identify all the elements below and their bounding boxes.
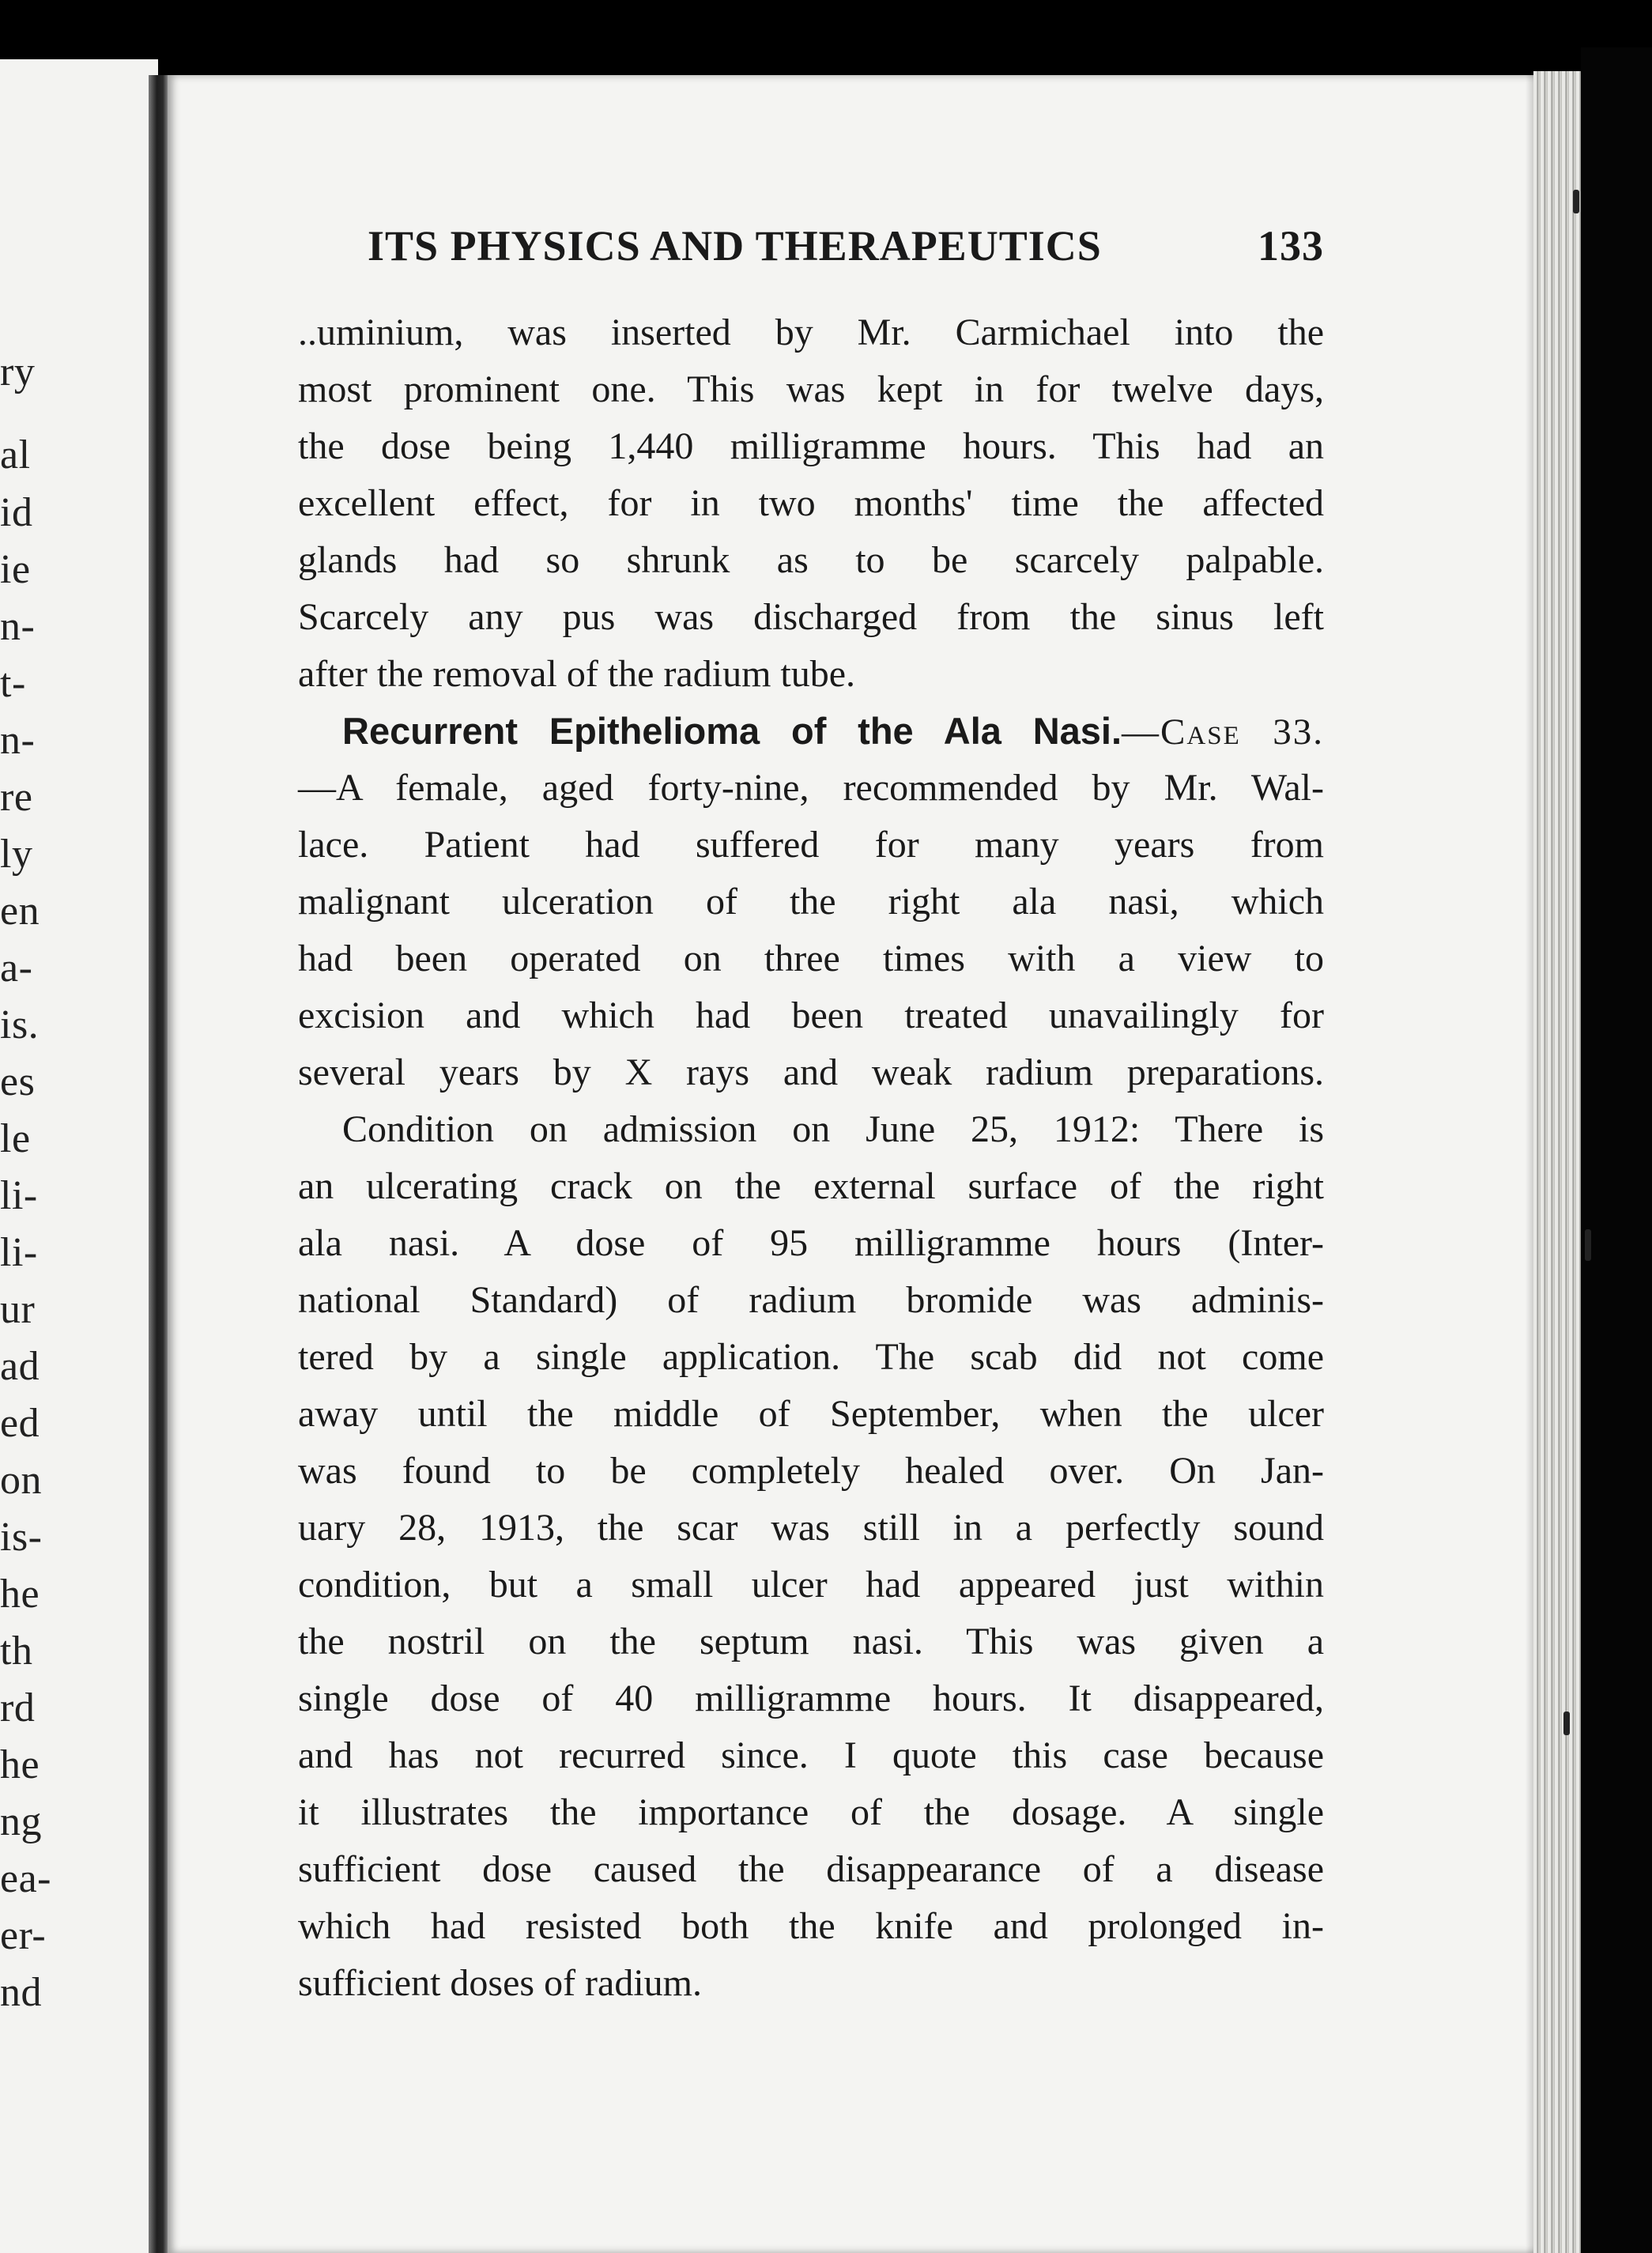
- text-line: —A female, aged forty-nine, recommended by Mr. Wal-: [298, 767, 1324, 809]
- text-line: ala nasi. A dose of 95 milligramme hours (Inter-: [298, 1222, 1324, 1264]
- left-fragment: nd: [0, 1970, 42, 2015]
- left-fragment: ng: [0, 1799, 42, 1844]
- text-line: ..uminium, was inserted by Mr. Carmichael into the: [298, 311, 1324, 353]
- text-line: which had resisted both the knife and prolonged in-: [298, 1905, 1324, 1947]
- left-fragment: es: [0, 1059, 36, 1104]
- text-line: the nostril on the septum nasi. This was given a: [298, 1621, 1324, 1662]
- left-fragment: le: [0, 1116, 31, 1161]
- left-fragment: ly: [0, 832, 33, 877]
- page-number: 133: [1258, 222, 1324, 270]
- left-fragment: n-: [0, 604, 36, 649]
- text-line: was found to be completely healed over. On Jan-: [298, 1450, 1324, 1492]
- text-line: the dose being 1,440 milligramme hours. This had an: [298, 425, 1324, 467]
- body-text: [298, 304, 1324, 2012]
- background-right: [1581, 47, 1652, 2253]
- text-line: national Standard) of radium bromide was adminis-: [298, 1279, 1324, 1321]
- left-fragment: ea-: [0, 1856, 51, 1901]
- text-line: uary 28, 1913, the scar was still in a perfectly sound: [298, 1507, 1324, 1549]
- left-fragment: ie: [0, 547, 31, 592]
- left-fragment: ed: [0, 1401, 40, 1446]
- text-line: away until the middle of September, when the ulcer: [298, 1393, 1324, 1435]
- book-gutter: [149, 75, 169, 2253]
- text-line: after the removal of the radium tube.: [298, 653, 856, 695]
- running-head: [368, 221, 1324, 292]
- left-fragment: n-: [0, 718, 36, 763]
- left-fragment: ry: [0, 349, 36, 394]
- left-fragment: he: [0, 1572, 40, 1617]
- text-line: had been operated on three times with a view to: [298, 938, 1324, 979]
- text-line: it illustrates the importance of the dosage. A single: [298, 1791, 1324, 1833]
- text-line: condition, but a small ulcer had appeared just within: [298, 1564, 1324, 1606]
- text-line: lace. Patient had suffered for many years from: [298, 824, 1324, 866]
- left-fragment: er-: [0, 1913, 47, 1958]
- left-fragment: ur: [0, 1287, 36, 1332]
- text-line: sufficient dose caused the disappearance of a disease: [298, 1848, 1324, 1890]
- running-head-title: ITS PHYSICS AND THERAPEUTICS: [368, 222, 1102, 270]
- left-fragment: al: [0, 432, 31, 477]
- text-line: excision and which had been treated unavailingly for: [298, 994, 1324, 1036]
- left-fragment: is-: [0, 1515, 43, 1560]
- left-fragment: li-: [0, 1230, 38, 1275]
- left-fragment: he: [0, 1742, 40, 1787]
- edge-mark: [1585, 1229, 1591, 1261]
- text-line: most prominent one. This was kept in for twelve days,: [298, 368, 1324, 410]
- case-label: —Case 33.: [1122, 711, 1324, 753]
- left-fragment: t-: [0, 661, 26, 706]
- text-line: Scarcely any pus was discharged from the sinus left: [298, 596, 1324, 638]
- left-fragment: en: [0, 889, 40, 934]
- section-heading-line: [298, 703, 1324, 760]
- text-line: sufficient doses of radium.: [298, 1962, 703, 2004]
- text-line: and has not recurred since. I quote this case because: [298, 1734, 1324, 1776]
- text-line: an ulcerating crack on the external surface of the right: [298, 1165, 1324, 1207]
- text-line: glands had so shrunk as to be scarcely palpable.: [298, 539, 1324, 581]
- text-line: tered by a single application. The scab did not come: [298, 1336, 1324, 1378]
- text-line: excellent effect, for in two months' time the affected: [298, 482, 1324, 524]
- edge-mark: [1573, 190, 1579, 213]
- left-fragment: li-: [0, 1173, 38, 1218]
- left-fragment: ad: [0, 1344, 40, 1389]
- text-line: single dose of 40 milligramme hours. It disappeared,: [298, 1677, 1324, 1719]
- text-line: several years by X rays and weak radium preparations.: [298, 1051, 1324, 1093]
- text-line: malignant ulceration of the right ala nasi, which: [298, 881, 1324, 923]
- left-fragment: a-: [0, 945, 33, 991]
- left-fragment: re: [0, 775, 33, 820]
- left-page-fragment: [0, 59, 158, 2253]
- left-fragment: rd: [0, 1685, 36, 1730]
- page-edge-stack: [1533, 71, 1581, 2253]
- left-fragment: on: [0, 1458, 42, 1503]
- left-fragment: th: [0, 1628, 33, 1674]
- section-heading: Recurrent Epithelioma of the Ala Nasi.: [342, 710, 1122, 752]
- left-fragment: is.: [0, 1002, 40, 1047]
- edge-mark: [1563, 1711, 1570, 1735]
- left-fragment: id: [0, 490, 33, 535]
- text-line: Condition on admission on June 25, 1912: There is: [342, 1108, 1324, 1150]
